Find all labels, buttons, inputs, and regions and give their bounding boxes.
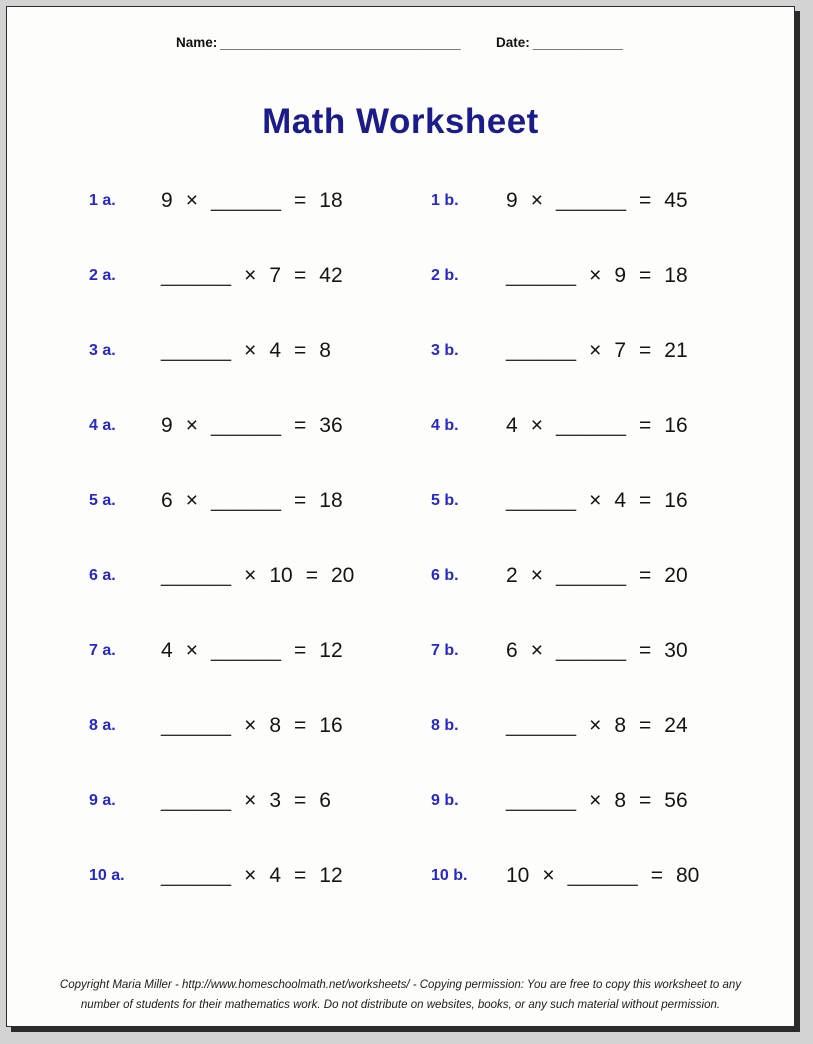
answer-blank: ______ (210, 413, 282, 437)
multiply-sign: × (542, 863, 555, 887)
multiply-sign: × (530, 563, 543, 587)
copyright-line-1: Copyright Maria Miller - http://www.homeschoolmath.net/worksheets/ - Copying permission: You are free to copy this worksheet to any (59, 978, 742, 991)
problems-grid (7, 163, 794, 913)
expr-answer: 24 (664, 713, 688, 737)
problem-expression (161, 789, 431, 813)
answer-blank: ______ (555, 638, 627, 662)
expr-answer: 20 (664, 563, 688, 587)
expr-answer: 30 (664, 638, 688, 662)
answer-blank: ______ (555, 413, 627, 437)
answer-blank: ______ (161, 563, 232, 587)
expr-answer: 36 (319, 413, 343, 437)
problem-label: 6 b. (431, 566, 459, 584)
expr-operand: 8 (614, 788, 627, 812)
expr-operand: 6 (506, 638, 518, 662)
expr-answer: 18 (319, 488, 343, 512)
expr-operand: 9 (614, 263, 627, 287)
expr-answer: 16 (319, 713, 343, 737)
expr-answer: 42 (319, 263, 343, 287)
expr-operand: 10 (269, 563, 293, 587)
equals-sign: = (639, 563, 652, 587)
problem-expression (161, 714, 431, 738)
expr-operand: 4 (506, 413, 518, 437)
problem-expression (161, 564, 431, 588)
problem-expression (161, 414, 431, 438)
multiply-sign: × (244, 338, 257, 362)
multiply-sign: × (244, 563, 257, 587)
answer-blank: ______ (506, 338, 577, 362)
problem-expression (161, 189, 431, 213)
problem-row (7, 238, 794, 313)
problem-label: 4 b. (431, 416, 459, 434)
answer-blank: ______ (506, 713, 577, 737)
expr-answer: 12 (319, 863, 343, 887)
problem-label: 2 a. (89, 266, 116, 284)
answer-blank: ______ (161, 788, 232, 812)
expr-answer: 18 (319, 188, 343, 212)
problem-label: 2 b. (431, 266, 459, 284)
problem-row (7, 313, 794, 388)
problem-label: 9 a. (89, 791, 116, 809)
problem-label: 5 b. (431, 491, 459, 509)
problem-row (7, 838, 794, 913)
expr-answer: 21 (664, 338, 688, 362)
answer-blank: ______ (567, 863, 638, 887)
answer-blank: ______ (161, 338, 232, 362)
problem-row (7, 163, 794, 238)
problem-expression (506, 864, 794, 888)
problem-label: 6 a. (89, 566, 116, 584)
expr-answer: 20 (330, 563, 355, 587)
expr-answer: 12 (319, 638, 343, 662)
multiply-sign: × (185, 188, 198, 212)
expr-operand: 6 (161, 488, 173, 512)
name-blank-line: ________________________________ (220, 35, 461, 50)
problem-expression (161, 639, 431, 663)
problem-label: 7 b. (431, 641, 459, 659)
multiply-sign: × (530, 413, 543, 437)
answer-blank: ______ (161, 263, 232, 287)
problem-label: 8 b. (431, 716, 459, 734)
answer-blank: ______ (210, 188, 282, 212)
equals-sign: = (639, 188, 652, 212)
multiply-sign: × (530, 188, 543, 212)
problem-label: 10 b. (431, 866, 468, 884)
expr-operand: 4 (269, 863, 282, 887)
equals-sign: = (294, 638, 307, 662)
expr-answer: 16 (664, 413, 688, 437)
problem-row (7, 463, 794, 538)
expr-operand: 4 (269, 338, 282, 362)
date-field (496, 35, 623, 50)
problem-expression (161, 264, 431, 288)
problem-expression (506, 189, 794, 213)
problem-expression (506, 639, 794, 663)
copyright-line-2: number of students for their mathematics work. Do not distribute on websites, books, or any such material without permission. (80, 999, 721, 1012)
expr-operand: 4 (161, 638, 173, 662)
expr-answer: 8 (319, 338, 331, 362)
problem-row (7, 688, 794, 763)
multiply-sign: × (244, 263, 257, 287)
multiply-sign: × (244, 713, 257, 737)
problem-label: 9 b. (431, 791, 459, 809)
worksheet-page (6, 6, 795, 1027)
problem-expression (506, 714, 794, 738)
multiply-sign: × (244, 788, 257, 812)
multiply-sign: × (185, 413, 198, 437)
expr-operand: 7 (269, 263, 282, 287)
copyright-footer (7, 975, 794, 1016)
equals-sign: = (294, 788, 307, 812)
multiply-sign: × (185, 488, 198, 512)
name-label: Name: (176, 35, 218, 50)
problem-row (7, 538, 794, 613)
answer-blank: ______ (210, 638, 282, 662)
problem-row (7, 388, 794, 463)
equals-sign: = (639, 413, 652, 437)
multiply-sign: × (589, 713, 602, 737)
problem-label: 1 b. (431, 191, 459, 209)
problem-expression (161, 489, 431, 513)
answer-blank: ______ (555, 188, 627, 212)
expr-operand: 7 (614, 338, 627, 362)
equals-sign: = (639, 263, 652, 287)
equals-sign: = (639, 488, 652, 512)
multiply-sign: × (185, 638, 198, 662)
expr-operand: 3 (269, 788, 282, 812)
multiply-sign: × (244, 863, 257, 887)
equals-sign: = (294, 188, 307, 212)
problem-expression (506, 564, 794, 588)
equals-sign: = (639, 638, 652, 662)
problem-label: 4 a. (89, 416, 116, 434)
expr-operand: 8 (614, 713, 627, 737)
equals-sign: = (639, 788, 652, 812)
multiply-sign: × (589, 788, 602, 812)
problem-label: 7 a. (89, 641, 116, 659)
expr-answer: 45 (664, 188, 688, 212)
multiply-sign: × (589, 488, 602, 512)
expr-answer: 18 (664, 263, 688, 287)
answer-blank: ______ (161, 863, 232, 887)
problem-row (7, 613, 794, 688)
answer-blank: ______ (210, 488, 282, 512)
expr-operand: 9 (161, 413, 173, 437)
problem-label: 8 a. (89, 716, 116, 734)
multiply-sign: × (589, 338, 602, 362)
expr-answer: 6 (319, 788, 331, 812)
expr-operand: 8 (269, 713, 282, 737)
expr-operand: 9 (506, 188, 518, 212)
answer-blank: ______ (506, 488, 577, 512)
answer-blank: ______ (161, 713, 232, 737)
problem-expression (506, 339, 794, 363)
answer-blank: ______ (506, 788, 577, 812)
equals-sign: = (639, 713, 652, 737)
problem-label: 3 b. (431, 341, 459, 359)
problem-expression (506, 264, 794, 288)
date-label: Date: (496, 35, 530, 50)
name-field (176, 35, 461, 50)
problem-label: 1 a. (89, 191, 116, 209)
multiply-sign: × (589, 263, 602, 287)
equals-sign: = (294, 338, 307, 362)
expr-answer: 16 (664, 488, 688, 512)
equals-sign: = (294, 263, 307, 287)
expr-operand: 10 (506, 863, 530, 887)
expr-answer: 80 (675, 863, 700, 887)
problem-expression (161, 339, 431, 363)
problem-expression (161, 864, 431, 888)
equals-sign: = (305, 563, 318, 587)
expr-answer: 56 (664, 788, 688, 812)
problem-expression (506, 789, 794, 813)
problem-expression (506, 414, 794, 438)
problem-label: 10 a. (89, 866, 125, 884)
expr-operand: 2 (506, 563, 518, 587)
problem-label: 3 a. (89, 341, 116, 359)
answer-blank: ______ (555, 563, 627, 587)
multiply-sign: × (530, 638, 543, 662)
equals-sign: = (294, 863, 307, 887)
date-blank-line: ____________ (532, 35, 623, 50)
expr-operand: 9 (161, 188, 173, 212)
answer-blank: ______ (506, 263, 577, 287)
problem-label: 5 a. (89, 491, 116, 509)
problem-expression (506, 489, 794, 513)
equals-sign: = (294, 713, 307, 737)
problem-row (7, 763, 794, 838)
equals-sign: = (294, 488, 307, 512)
page-title: Math Worksheet (262, 102, 539, 141)
expr-operand: 4 (614, 488, 627, 512)
equals-sign: = (294, 413, 307, 437)
equals-sign: = (639, 338, 652, 362)
equals-sign: = (650, 863, 663, 887)
